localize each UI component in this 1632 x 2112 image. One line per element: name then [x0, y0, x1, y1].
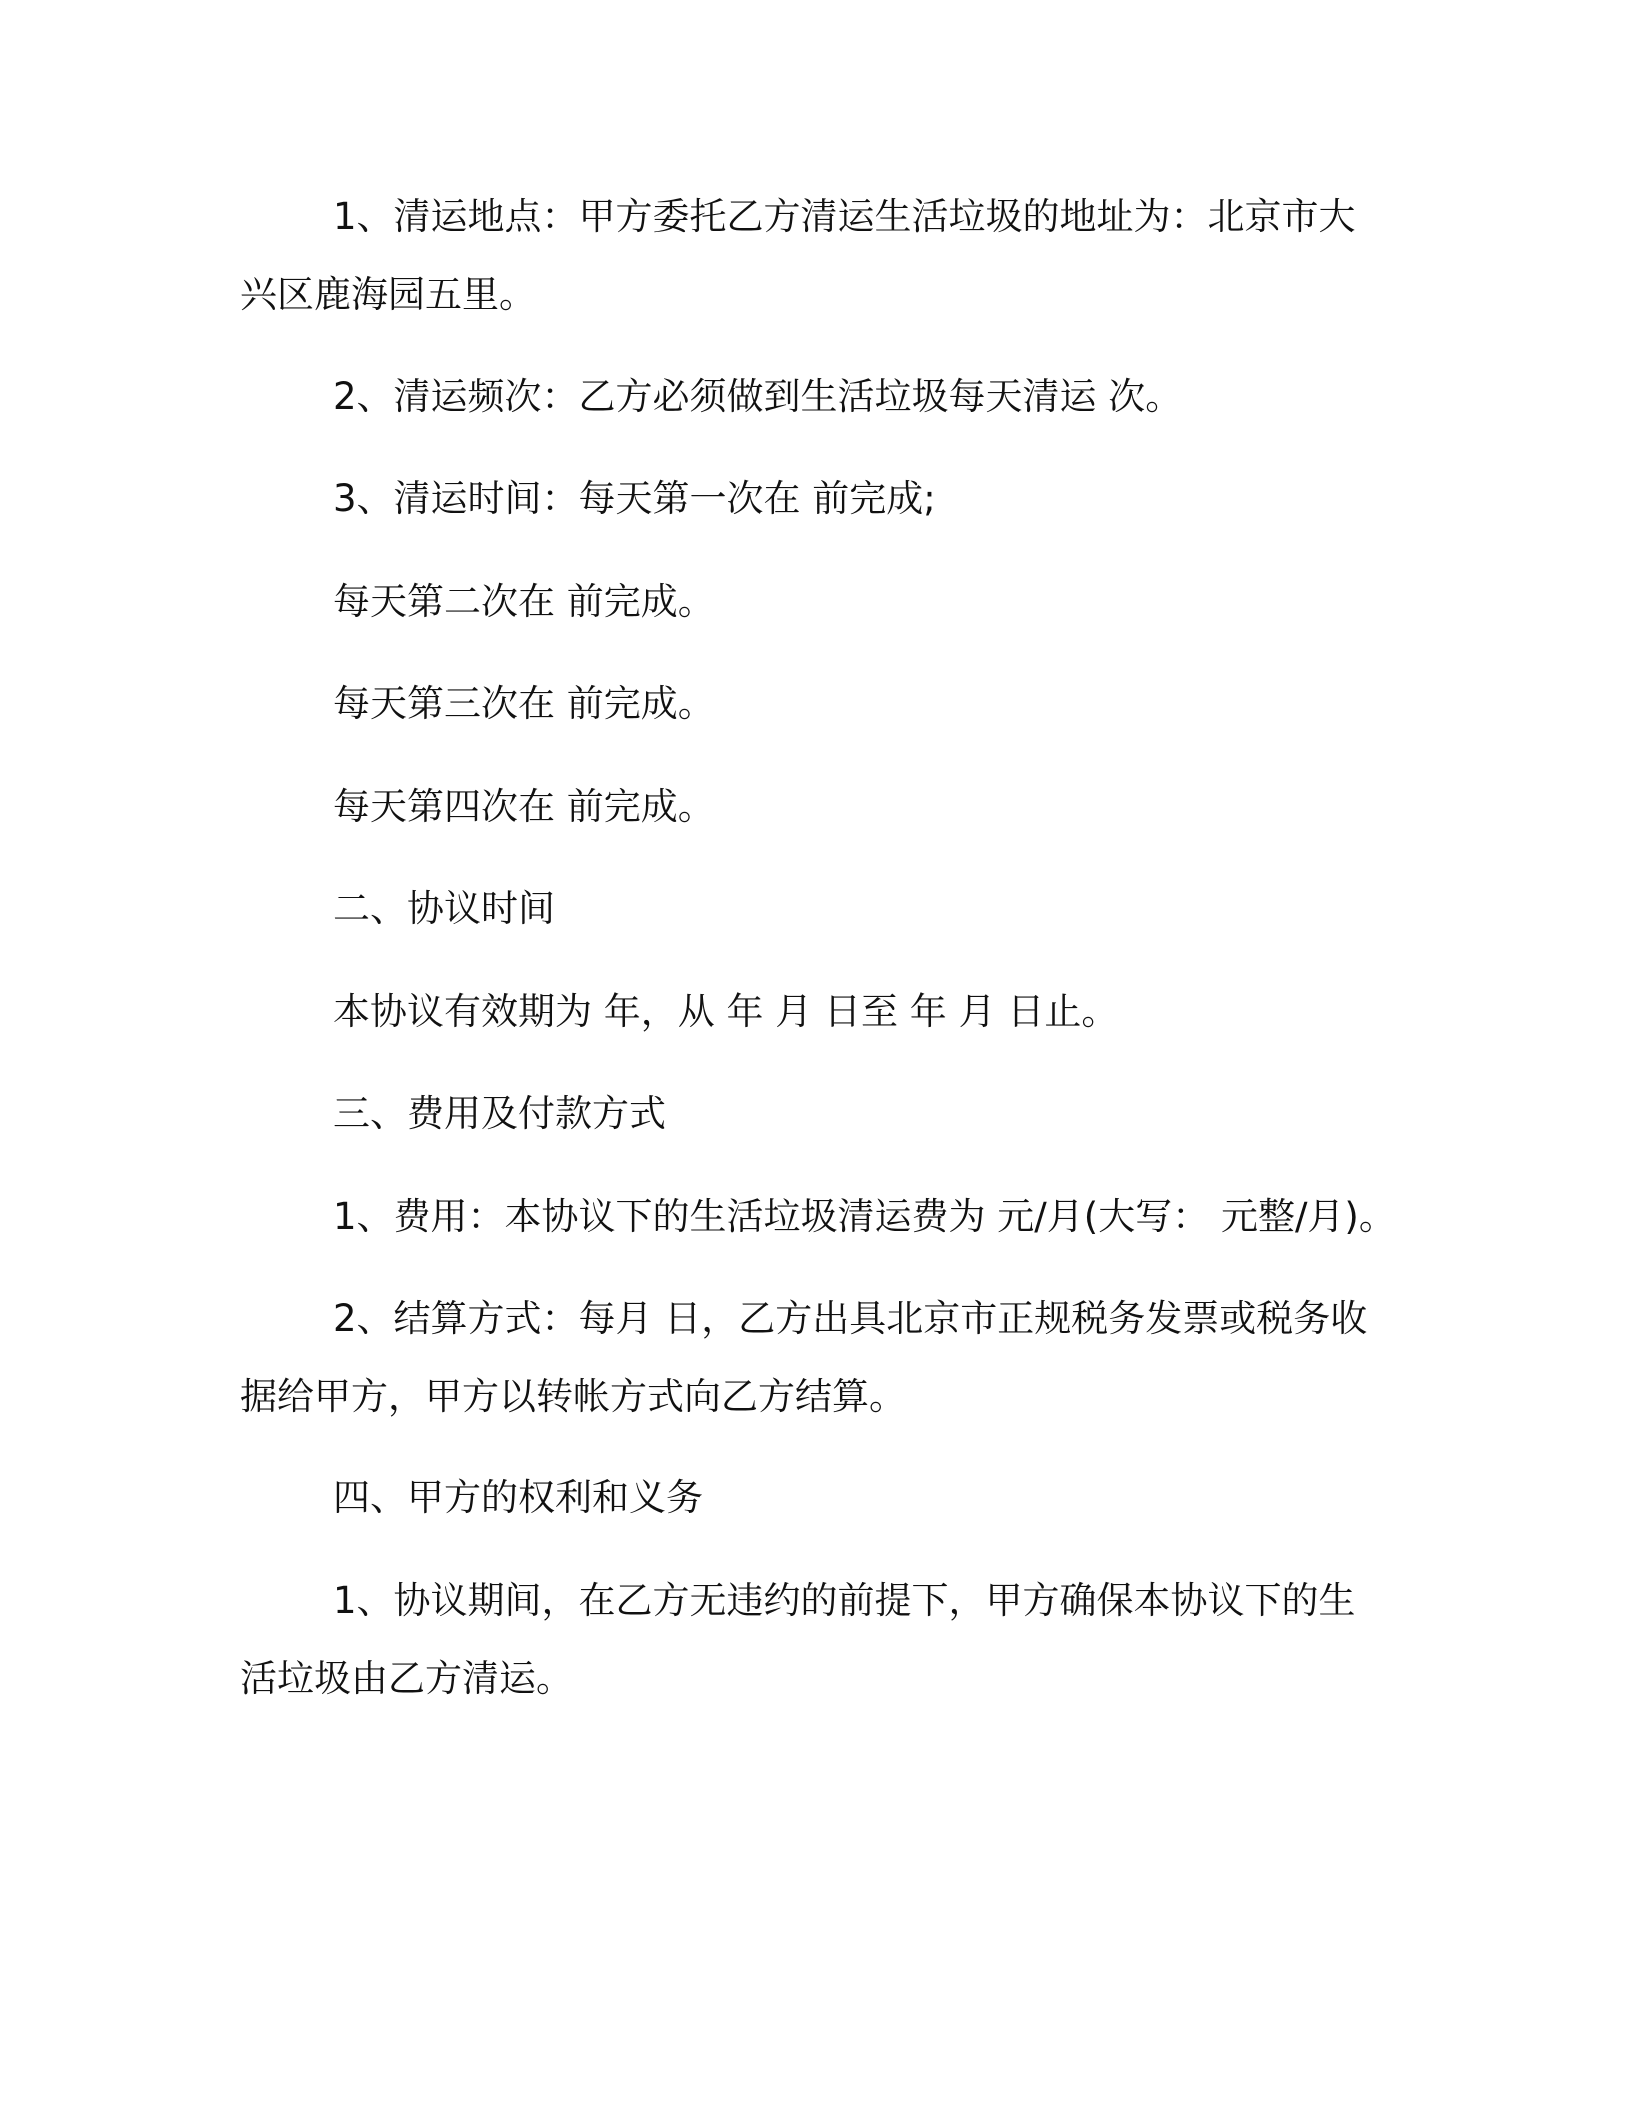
- clause-3-third-pickup: 每天第三次在 前完成。: [333, 682, 715, 725]
- agreement-term-text: 本协议有效期为 年，从 年 月 日至 年 月 日止。: [333, 990, 1119, 1033]
- fee-clause: 1、费用：本协议下的生活垃圾清运费为 元/月(大写： 元整/月)。: [333, 1195, 1396, 1238]
- section-4-heading: 四、甲方的权利和义务: [333, 1476, 703, 1519]
- section-3-heading: 三、费用及付款方式: [333, 1092, 666, 1135]
- settlement-clause-line-1: 2、结算方式：每月 日，乙方出具北京市正规税务发票或税务收: [333, 1297, 1368, 1340]
- section-2-heading: 二、协议时间: [333, 887, 555, 930]
- party-a-clause-1-line-2: 活垃圾由乙方清运。: [240, 1657, 573, 1700]
- clause-2-frequency: 2、清运频次：乙方必须做到生活垃圾每天清运 次。: [333, 375, 1183, 418]
- clause-3-time: 3、清运时间：每天第一次在 前完成;: [333, 477, 936, 520]
- party-a-clause-1-line-1: 1、协议期间，在乙方无违约的前提下，甲方确保本协议下的生: [333, 1579, 1356, 1622]
- settlement-clause-line-2: 据给甲方，甲方以转帐方式向乙方结算。: [240, 1375, 906, 1418]
- clause-1-location-line-1: 1、清运地点：甲方委托乙方清运生活垃圾的地址为：北京市大: [333, 195, 1356, 238]
- clause-3-second-pickup: 每天第二次在 前完成。: [333, 580, 715, 623]
- clause-1-location-line-2: 兴区鹿海园五里。: [240, 273, 536, 316]
- clause-3-fourth-pickup: 每天第四次在 前完成。: [333, 785, 715, 828]
